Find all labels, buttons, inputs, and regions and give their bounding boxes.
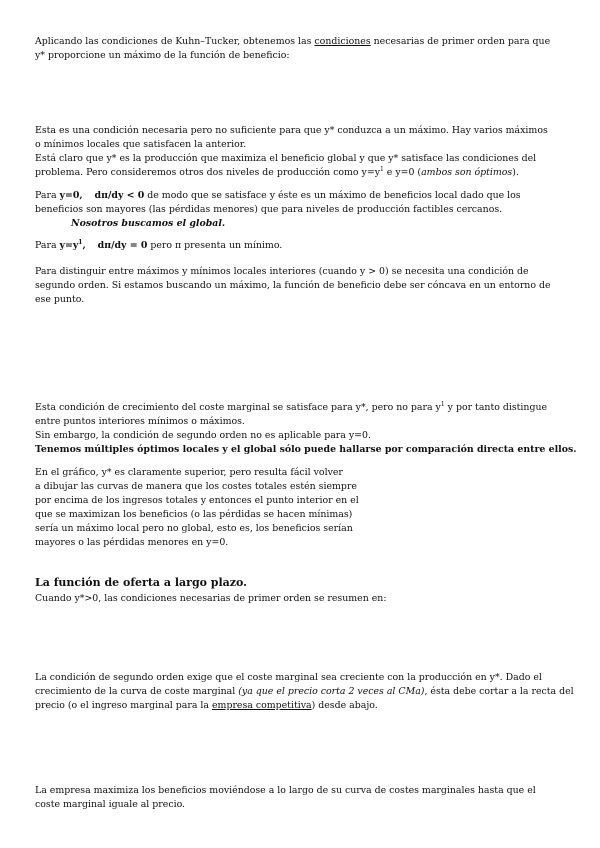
p6-text-b: y por tanto distingue — [444, 402, 548, 413]
condiciones-link[interactable]: condiciones — [314, 36, 371, 47]
p2-line-4c: ). — [512, 167, 519, 178]
p3-line-2: beneficios son mayores (las pérdidas menores) que para niveles de producción factibles cercanos. — [35, 204, 503, 215]
empresa-competitiva-link[interactable]: empresa competitiva — [212, 700, 312, 711]
p2-line-4a: problema. Pero consideremos otros dos niveles de producción como y=y — [35, 167, 380, 178]
p10-line-2: coste marginal iguale al precio. — [35, 799, 186, 810]
p4-text-a: Para — [35, 240, 60, 251]
p4-derivative: dπ/dy = 0 — [97, 240, 148, 251]
section-heading: La función de oferta a largo plazo. — [35, 576, 248, 589]
p5-line-2: segundo orden. Si estamos buscando un máximo, la función de beneficio debe ser cóncava en un entorno de — [35, 280, 551, 291]
p9-italic: (ya que el precio corta 2 veces al CMa) — [238, 686, 425, 697]
intro-text-2: necesarias de primer orden para que — [370, 36, 551, 47]
p7-line-3: por encima de los ingresos totales y entonces el punto interior en el — [35, 495, 359, 506]
intro-text-1: Aplicando las condiciones de Kuhn–Tucker, obtenemos las — [35, 36, 315, 47]
p3-y-zero: y=0, — [59, 190, 83, 201]
intro-text-3: y* proporcione un máximo de la función de beneficio: — [35, 50, 290, 61]
graph-discussion-paragraph — [35, 466, 565, 550]
p5-line-3: ese punto. — [35, 294, 85, 305]
p4-sup: 1 — [78, 238, 83, 246]
p9-line-1: La condición de segundo orden exige que el coste marginal sea creciente con la producción en y*. Dado el — [35, 672, 542, 683]
p10-line-1: La empresa maximiza los beneficios moviéndose a lo largo de su curva de costes marginales hasta que el — [35, 785, 536, 796]
second-order-paragraph — [35, 265, 565, 307]
p4-space — [86, 240, 98, 251]
p7-line-2: a dibujar las curvas de manera que los costes totales estén siempre — [35, 481, 357, 492]
p7-line-4: que se maximizan los beneficios (o las pérdidas se hacen mínimas) — [35, 509, 353, 520]
intro-paragraph — [35, 35, 565, 63]
p2-line-3: Está claro que y* es la producción que maximiza el beneficio global y que y* satisface las condiciones del — [35, 153, 537, 164]
p2-line-4b: e y=0 ( — [383, 167, 422, 178]
p2-line-2: o mínimos locales que satisfacen la anterior. — [35, 139, 247, 150]
p3-text-e: de modo que se satisface y éste es un máximo de beneficios local dado que los — [144, 190, 521, 201]
p6-line-3: Sin embargo, la condición de segundo orden no es aplicable para y=0. — [35, 430, 371, 441]
p7-line-6: mayores o las pérdidas menores en y=0. — [35, 537, 229, 548]
p2-line-4-italic: ambos son óptimos — [421, 167, 513, 178]
long-run-second-order-paragraph — [35, 671, 574, 713]
case-y-zero-paragraph — [35, 189, 565, 231]
p2-line-1: Esta es una condición necesaria pero no suficiente para que y* conduzca a un máximo. Hay varios máximos — [35, 125, 548, 136]
p4-y-eq: y=y — [59, 240, 79, 251]
p9-text-d: ) desde abajo. — [311, 700, 378, 711]
p4-comma: , — [82, 240, 86, 251]
p9-text-b: , ésta debe cortar a la recta del — [424, 686, 574, 697]
p3-text-a: Para — [35, 190, 60, 201]
p9-text-c: precio (o el ingreso marginal para la — [35, 700, 212, 711]
conclusion-paragraph — [35, 784, 565, 812]
p3-global-note: Nosotros buscamos el global. — [71, 218, 226, 229]
p6-sup: 1 — [440, 400, 445, 408]
p7-line-1: En el gráfico, y* es claramente superior, pero resulta fácil volver — [35, 467, 343, 478]
p6-text-a: Esta condición de crecimiento del coste marginal se satisface para y*, pero no para y — [35, 402, 441, 413]
p2-sup: 1 — [380, 165, 384, 173]
p9-text-a: crecimiento de la curva de coste marginal — [35, 686, 239, 697]
p4-text-f: pero π presenta un mínimo. — [147, 240, 283, 251]
case-y-one-paragraph — [35, 239, 565, 253]
p6-line-2: entre puntos interiores mínimos o máximos. — [35, 416, 245, 427]
first-order-summary: Cuando y*>0, las condiciones necesarias de primer orden se resumen en: — [35, 593, 387, 604]
p7-line-5: sería un máximo local pero no global, esto es, los beneficios serían — [35, 523, 353, 534]
p5-line-1: Para distinguir entre máximos y mínimos locales interiores (cuando y > 0) se necesita una condición de — [35, 266, 529, 277]
necessary-condition-paragraph — [35, 124, 565, 180]
p6-bold-conclusion: Tenemos múltiples óptimos locales y el global sólo puede hallarse por comparación directa entre ellos. — [35, 444, 577, 455]
p3-space — [83, 190, 95, 201]
marginal-cost-paragraph — [35, 400, 577, 457]
p3-derivative: dπ/dy < 0 — [94, 190, 145, 201]
